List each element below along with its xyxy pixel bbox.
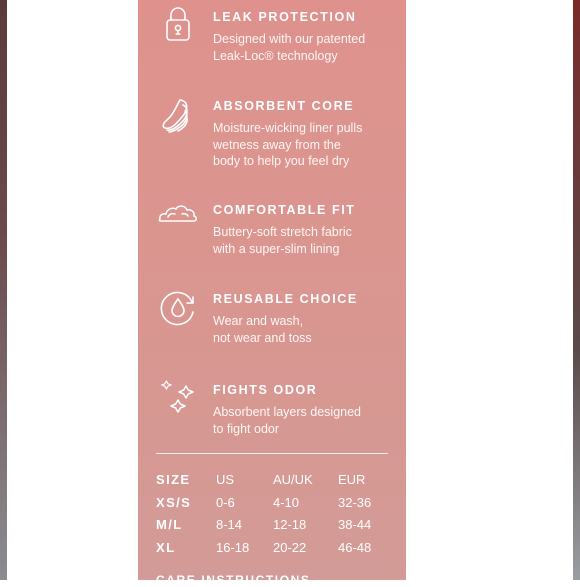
cloud-icon — [156, 197, 200, 237]
feature-description: Buttery-soft stretch fabric with a super-slim lining — [213, 225, 352, 256]
feature-description: Designed with our patented Leak-Loc® technology — [213, 32, 366, 63]
feature-title: ABSORBENT CORE — [213, 99, 355, 113]
table-cell: 12-18 — [273, 517, 307, 532]
size-label: XS/S — [156, 494, 192, 510]
feature-description: Wear and wash, not wear and toss — [213, 314, 312, 345]
size-label: XL — [156, 539, 176, 555]
table-cell: 0-6 — [216, 494, 235, 510]
care-instructions-heading: CARE INSTRUCTIONS — [156, 573, 311, 587]
divider — [156, 453, 388, 454]
table-cell: 32-36 — [338, 494, 372, 510]
table-cell: 46-48 — [338, 539, 372, 555]
lock-icon — [158, 4, 198, 44]
size-chart-header-row — [156, 472, 396, 495]
right-edge-strip — [573, 0, 580, 580]
table-cell: 16-18 — [216, 539, 250, 555]
feature-title: LEAK PROTECTION — [213, 10, 357, 24]
reusable-drop-icon — [158, 288, 198, 328]
table-cell: 4-10 — [273, 494, 300, 510]
table-row — [156, 495, 396, 518]
size-chart-table — [156, 472, 396, 562]
column-header: AU/UK — [273, 472, 313, 487]
table-cell: 20-22 — [273, 539, 307, 555]
feature-description: Moisture-wicking liner pulls wetness away from the body to help you feel dry — [213, 121, 363, 168]
column-header: SIZE — [156, 472, 191, 487]
feature-title: COMFORTABLE FIT — [213, 203, 356, 217]
table-row — [156, 540, 396, 563]
table-row — [156, 517, 396, 540]
sparkles-icon — [160, 380, 200, 420]
column-header: EUR — [338, 472, 366, 487]
left-edge-strip — [0, 0, 7, 580]
feature-description: Absorbent layers designed to fight odor — [213, 405, 362, 436]
size-label: M/L — [156, 517, 183, 532]
feature-title: REUSABLE CHOICE — [213, 292, 358, 306]
column-header: US — [216, 472, 235, 487]
feature-title: FIGHTS ODOR — [213, 383, 318, 397]
table-cell: 38-44 — [338, 517, 372, 532]
product-info-panel — [138, 0, 406, 587]
table-cell: 8-14 — [216, 517, 243, 532]
liner-icon — [158, 97, 198, 137]
